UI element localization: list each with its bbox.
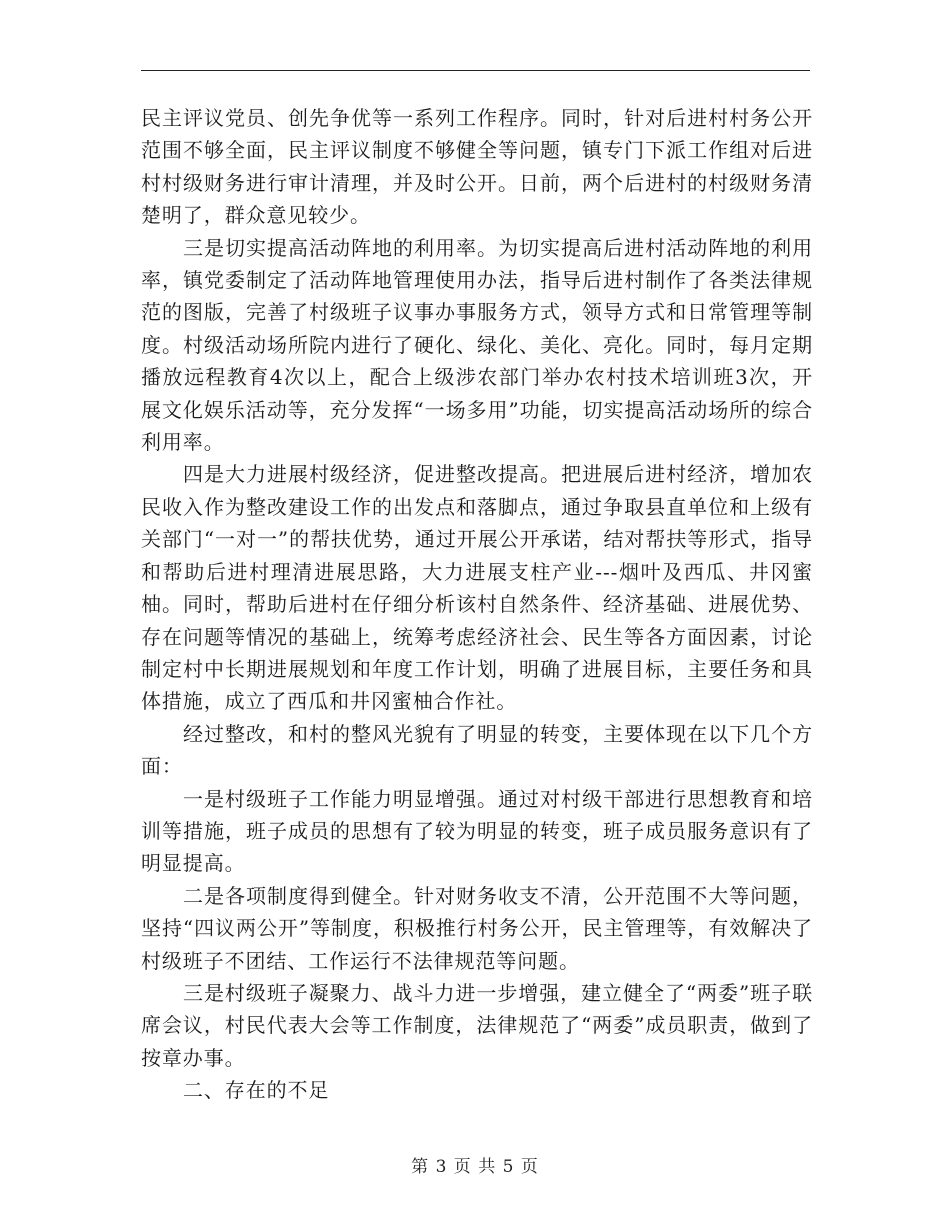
document-body	[141, 102, 813, 1107]
paragraph-village-economy: 四是大力进展村级经济，促进整改提高。把进展后进村经济，增加农民收入作为整改建设工作的出发点和落脚点，通过争取县直单位和上级有关部门“一对一”的帮扶优势，通过开展公开承诺，结对帮扶等形式，指导和帮助后进村理清进展思路，大力进展支柱产业---烟叶及西瓜、井冈蜜柚。同时，帮助后进村在仔细分析该村自然条件、经济基础、进展优势、存在问题等情况的基础上，统筹考虑经济社会、民生等各方面因素，讨论制定村中长期进展规划和年度工作计划，明确了进展目标，主要任务和具体措施，成立了西瓜和井冈蜜柚合作社。	[141, 462, 813, 714]
paragraph-team-ability: 一是村级班子工作能力明显增强。通过对村级干部进行思想教育和培训等措施，班子成员的思想有了较为明显的转变，班子成员服务意识有了明显提高。	[141, 786, 813, 876]
section-heading-shortcomings: 二、存在的不足	[183, 1078, 330, 1103]
paragraph-continuation: 民主评议党员、创先争优等一系列工作程序。同时，针对后进村村务公开范围不够全面，民主评议制度不够健全等问题，镇专门下派工作组对后进村村级财务进行审计清理，并及时公开。日前，两个后进村的村级财务清楚明了，群众意见较少。	[141, 106, 813, 228]
page-footer	[0, 1152, 950, 1177]
paragraph-rectification-results: 经过整改，和村的整风光貌有了明显的转变，主要体现在以下几个方面：	[141, 721, 813, 779]
paragraph-activity-venue: 三是切实提高活动阵地的利用率。为切实提高后进村活动阵地的利用率，镇党委制定了活动阵地管理使用办法，指导后进村制作了各类法律规范的图版，完善了村级班子议事办事服务方式，领导方式和日常管理等制度。村级活动场所院内进行了硬化、绿化、美化、亮化。同时，每月定期播放远程教育4次以上，配合上级涉农部门举办农村技术培训班3次，开展文化娱乐活动等，充分发挥“一场多用”功能，切实提高活动场所的综合利用率。	[141, 235, 813, 455]
page-number: 第 3 页 共 5 页	[411, 1157, 539, 1177]
paragraph-systems-improved: 二是各项制度得到健全。针对财务收支不清，公开范围不大等问题，坚持“四议两公开”等制度，积极推行村务公开，民主管理等，有效解决了村级班子不团结、工作运行不法律规范等问题。	[141, 883, 813, 973]
paragraph-cohesion: 三是村级班子凝聚力、战斗力进一步增强，建立健全了“两委”班子联席会议，村民代表大会等工作制度，法律规范了“两委”成员职责，做到了按章办事。	[141, 980, 813, 1070]
header-rule	[141, 70, 810, 71]
